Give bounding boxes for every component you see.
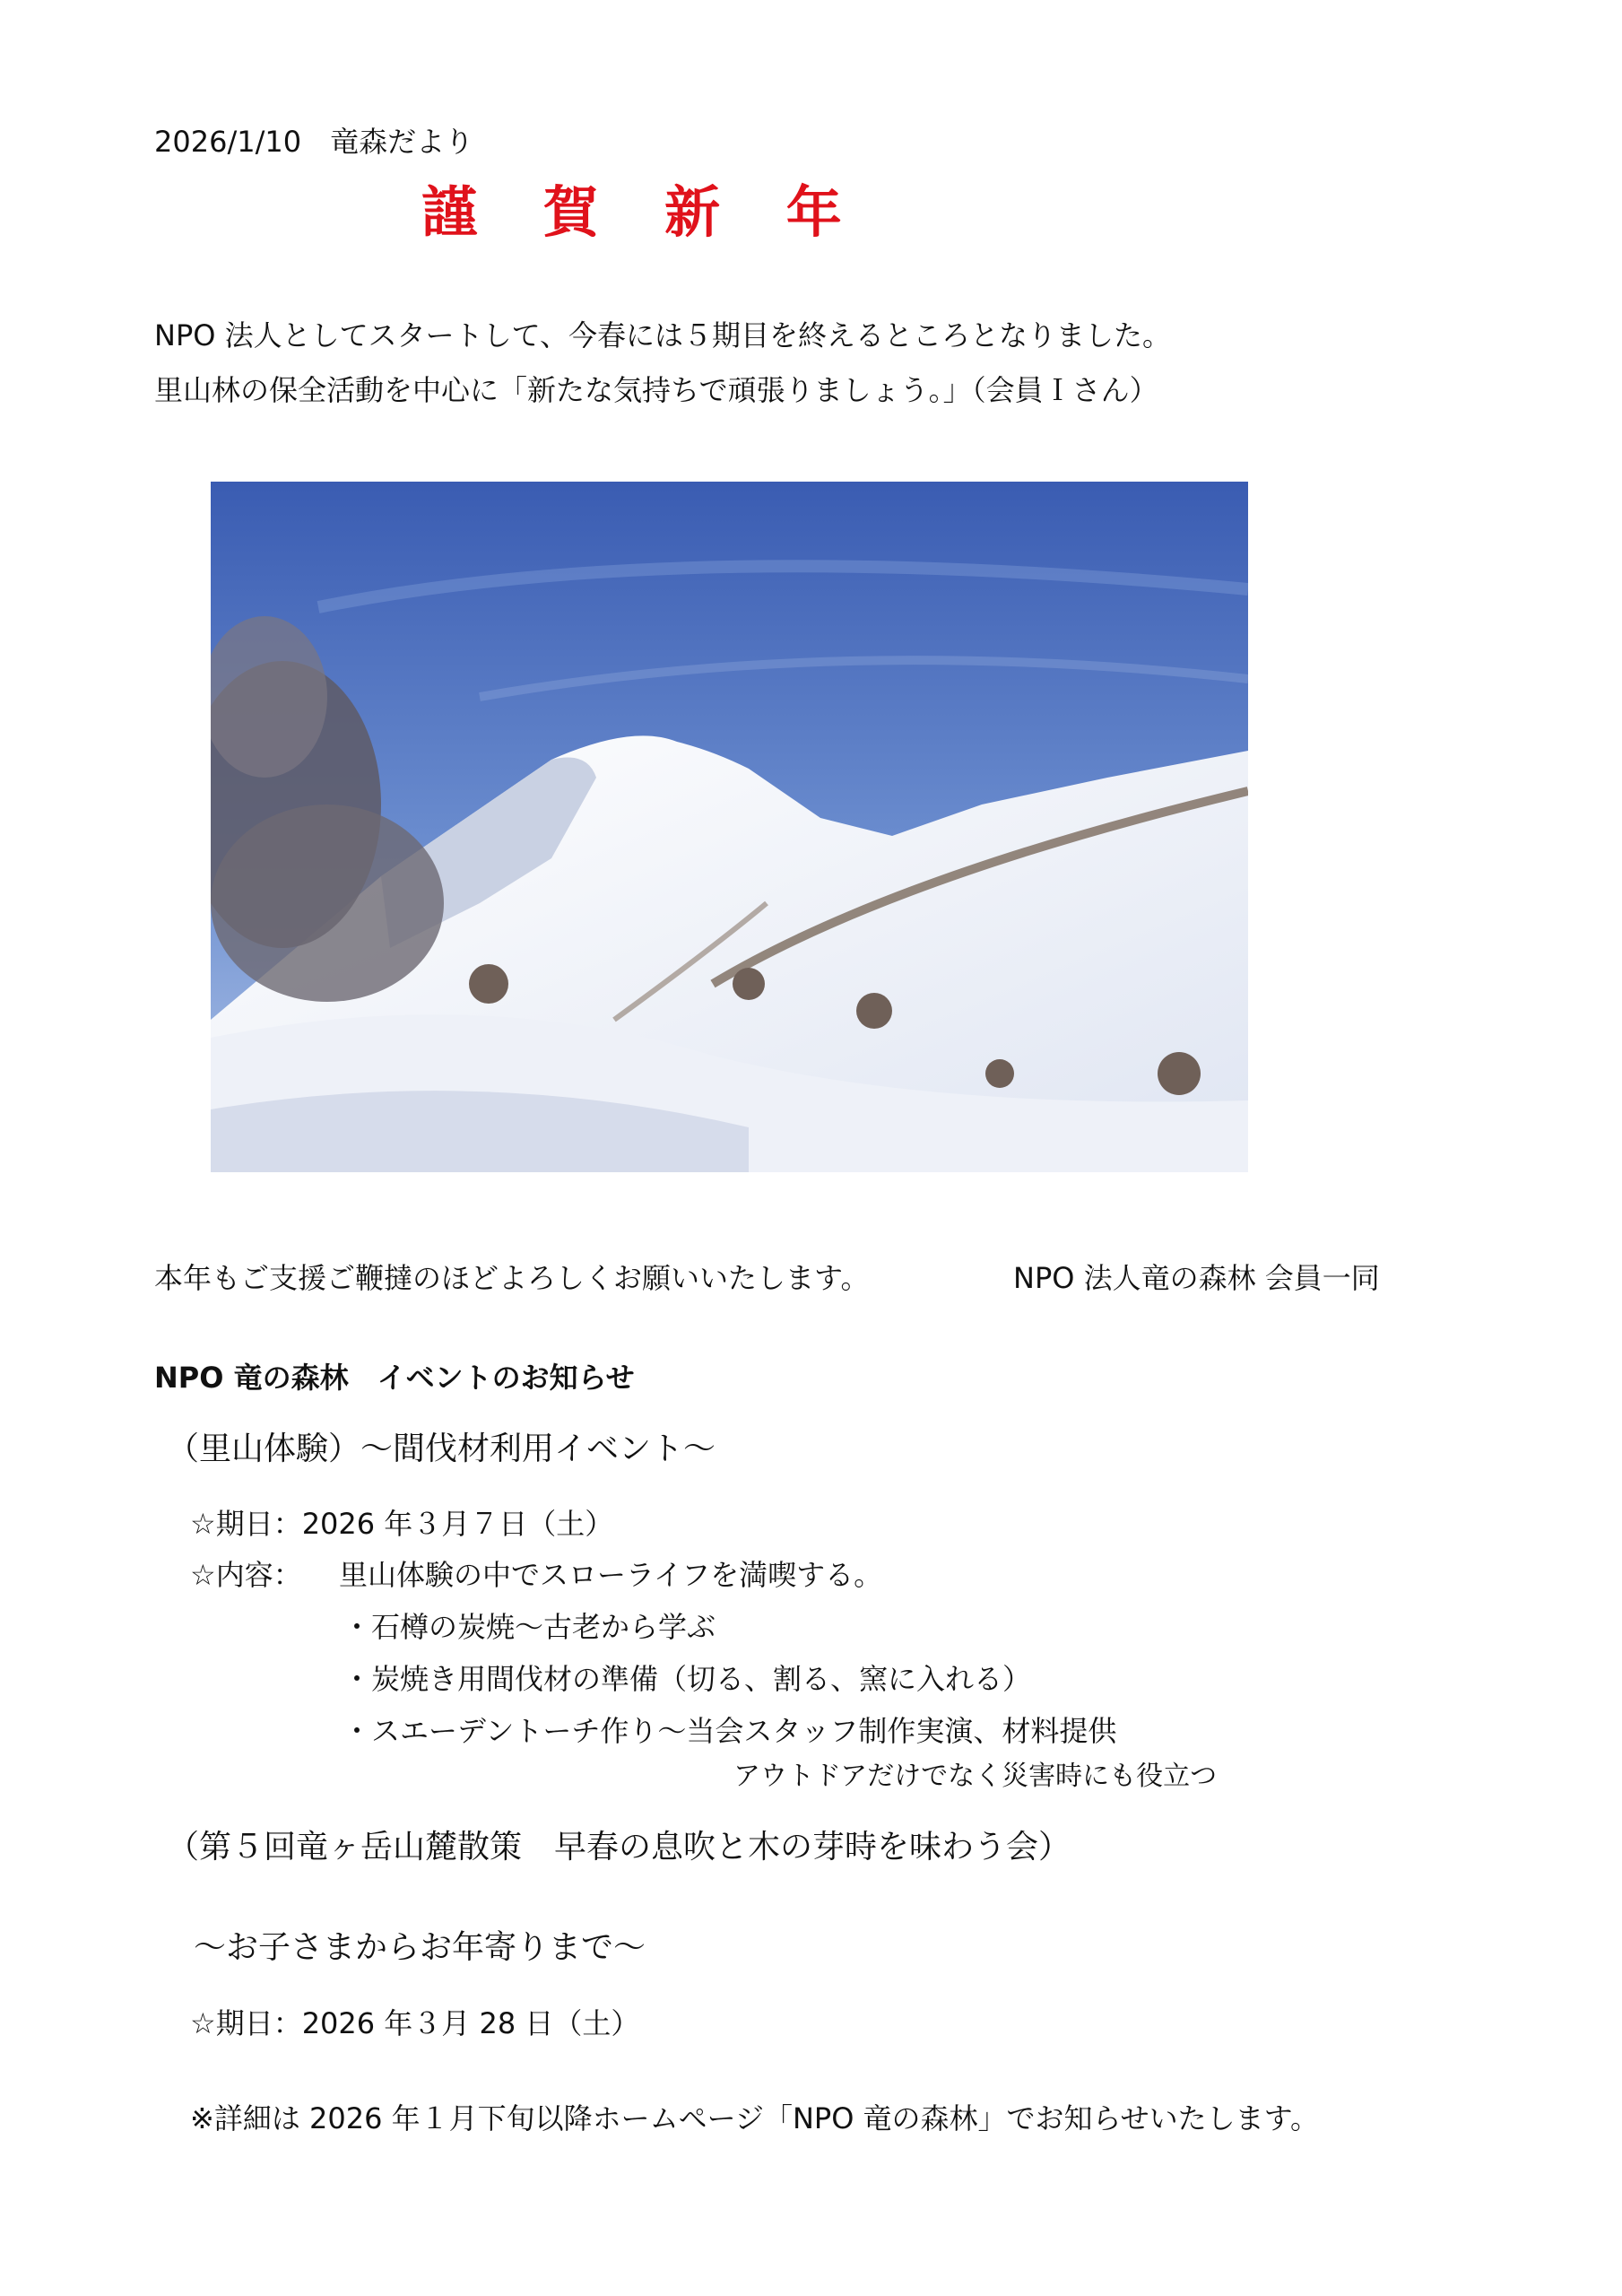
event1-content-label: ☆内容： (190, 1558, 302, 1592)
mountain-photo (211, 482, 1248, 1172)
event1-content-text: 里山体験の中でスローライフを満喫する。 (339, 1558, 883, 1592)
intro-line-1: NPO 法人としてスタートして、今春には５期目を終えるところとなりました。 (154, 318, 1171, 352)
event1-title: （里山体験）～間伐材利用イベント～ (167, 1431, 716, 1467)
greeting-signature: NPO 法人竜の森林 会員一同 (1013, 1261, 1380, 1295)
footer-note: ※詳細は 2026 年１月下旬以降ホームページ「NPO 竜の森林」でお知らせいたします。 (190, 2101, 1320, 2135)
event2-date: ☆期日：2026 年３月 28 日（土） (190, 2006, 640, 2040)
event1-item-2: ・炭焼き用間伐材の準備（切る、割る、窯に入れる） (343, 1662, 1032, 1696)
event1-note: アウトドアだけでなく災害時にも役立つ (733, 1761, 1218, 1792)
events-heading: NPO 竜の森林 イベントのお知らせ (154, 1361, 635, 1395)
date-line: 2026/1/10 竜森だより (154, 125, 474, 159)
event2-title: （第５回竜ヶ岳山麓散策 早春の息吹と木の芽時を味わう会） (167, 1829, 1071, 1866)
intro-line-2: 里山林の保全活動を中心に「新たな気持ちで頑張りましょう。」（会員Ｉさん） (154, 373, 1158, 407)
greeting-text: 本年もご支援ご鞭撻のほどよろしくお願いいたします。 (154, 1261, 870, 1295)
event1-item-1: ・石樽の炭焼～古老から学ぶ (343, 1610, 716, 1644)
event1-date: ☆期日：2026 年３月７日（土） (190, 1507, 614, 1541)
event1-item-3: ・スエーデントーチ作り～当会スタッフ制作実演、材料提供 (343, 1714, 1117, 1748)
event2-subtitle: ～お子さまからお年寄りまで～ (194, 1929, 646, 1966)
page-title: 謹 賀 新 年 (421, 179, 865, 245)
